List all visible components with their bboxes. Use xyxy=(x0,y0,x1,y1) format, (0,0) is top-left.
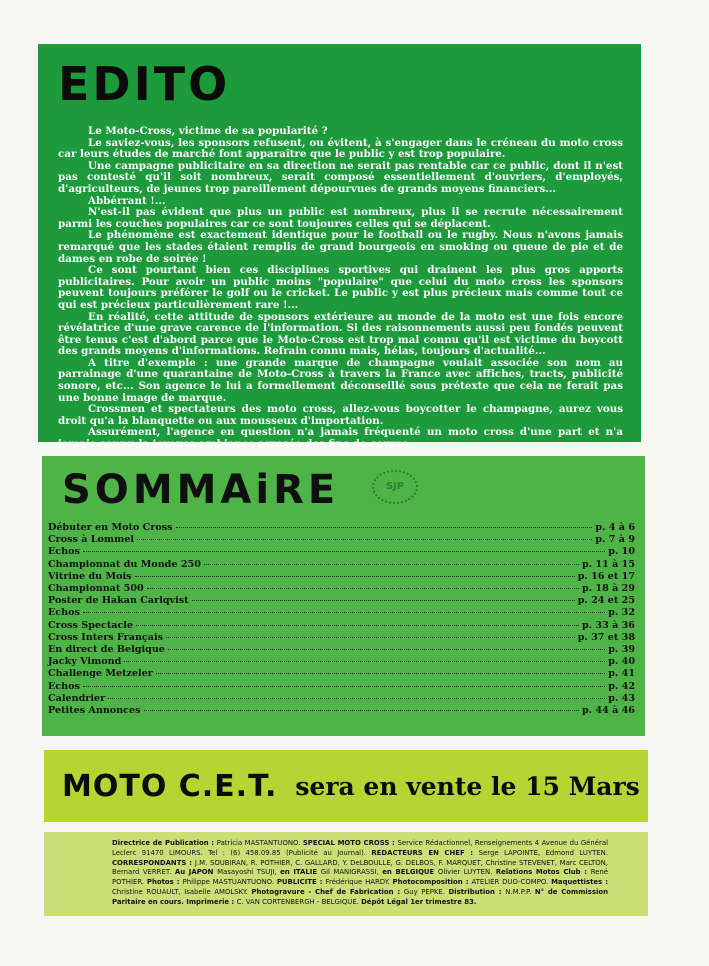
toc-label: Vitrine du Mois xyxy=(48,570,132,582)
toc-row xyxy=(48,534,635,546)
credit-text: Frédérique HARDY. xyxy=(325,878,393,887)
toc-label: En direct de Belgique xyxy=(48,644,165,656)
edito-paragraph: N'est-il pas évident que plus un public est nombreux, plus il se recrute nécessairement parmi les couches populaires car ce sont toujoures celles qui se déplacent. xyxy=(58,206,623,230)
toc-leader-dots xyxy=(168,649,605,650)
credit-text: Service Rédactionnel, Renseignements 4 Avenue du Général Leclerc 91470 LIMOURS. Tel : (6) 458.09.85 (Publicité au Journal). xyxy=(112,839,608,857)
toc-label: Echos xyxy=(48,546,80,558)
credit-text: Serge LAPOINTE, Edmond LUYTEN. xyxy=(478,848,609,857)
toc-leader-dots xyxy=(204,564,579,565)
credit-text: Patricia MASTANTUONO. xyxy=(216,839,303,847)
toc-label: Championnat du Monde 250 xyxy=(48,558,201,570)
edito-paragraph: Le saviez-vous, les sponsors refusent, ou évitent, à s'engager dans le créneau du moto cross car leurs études de marché font apparaître que le public y est trop populaire. xyxy=(58,136,623,161)
toc-row xyxy=(48,595,635,607)
credit-heading: Dépôt Légal 1er trimestre 83. xyxy=(361,897,477,906)
toc-row xyxy=(48,620,635,632)
credit-text: Gil MANIGRASSI, xyxy=(320,868,383,877)
toc-row xyxy=(48,522,635,534)
toc-page-number: p. 18 à 29 xyxy=(582,583,635,595)
credit-heading: Photogravure - Chef de Fabrication : xyxy=(251,887,404,896)
credit-text: Masayoshi TSUJI, xyxy=(217,868,281,877)
toc-page-number: p. 41 xyxy=(608,668,635,680)
toc-leader-dots xyxy=(176,527,593,528)
toc-label: Challenge Metzeler xyxy=(48,668,153,680)
toc-page-number: p. 4 à 6 xyxy=(595,522,635,533)
toc-leader-dots xyxy=(108,698,605,699)
edito-paragraph: Ce sont pourtant bien ces disciplines sportives qui drainent les plus gros apports publicitaires. Pour avoir un public moins "populaire" que celui du moto cross les sponsors peuvent toujours préférer le golf ou le cricket. Le public y est plus précieux mais comme tout ce qui est précieux particulièrement rare !... xyxy=(58,264,623,311)
promo-text: sera en vente le 15 Mars xyxy=(295,771,640,801)
toc-page-number: p. 24 et 25 xyxy=(577,595,635,607)
toc-row xyxy=(48,583,635,595)
toc-row xyxy=(48,571,635,583)
toc-label: Poster de Hakan Carlqvist xyxy=(48,595,189,607)
credit-text: Christine ROUAULT, Isabelle AMOLSKY. xyxy=(112,887,252,896)
toc-label: Petites Annonces xyxy=(48,705,141,717)
credit-heading: Directrice de Publication : xyxy=(112,839,217,847)
credit-heading: Distribution : xyxy=(448,887,506,896)
toc-label: Echos xyxy=(48,607,80,619)
credit-text: C. VAN CORTENBERGH - BELGIQUE. xyxy=(236,897,362,906)
credit-text: Philippe MASTUANTUONO. xyxy=(182,878,277,887)
credit-heading: en BELGIQUE xyxy=(382,868,438,877)
credit-heading: Imprimerie : xyxy=(186,897,237,906)
toc-leader-dots xyxy=(83,551,605,552)
toc-page-number: p. 11 à 15 xyxy=(582,558,635,570)
edito-paragraph: En réalité, cette attitude de sponsors extérieure au monde de la moto est une fois encore révélatrice d'une grave carence de l'information. Si des raisonnements aussi peu fondés peuvent être tenus c'est d'abord parce que le Moto-Cross est trop mal connu qu'il est victime du boycott des grands moyens d'informations. Refrain connu mais, hélas, toujours d'actualité... xyxy=(58,310,623,358)
edito-paragraph: Le Moto-Cross, victime de sa popularité ? xyxy=(88,125,328,137)
toc-page-number: p. 39 xyxy=(608,644,635,656)
edito-paragraph: Une campagne publicitaire en sa direction ne serait pas rentable car ce public, dont il n'est pas contesté qu'il soit nombreux, serait composé essentiellement d'ouvriers, d'employés, d'agriculteurs, de jeunes trop pareillement dépourvues de grands moyens financiers... xyxy=(58,159,623,195)
credit-text: N.M.P.P. xyxy=(505,887,535,896)
credit-text: J.M. SOUBIRAN, R. POTHIER, C. GALLARD, Y. DeLBOULLE, G. DELBOS, F. MARQUET, Christine STEVENET, Marc CELTON, Bernard VERRET. xyxy=(112,858,608,877)
edito-paragraph: Crossmen et spectateurs des moto cross, allez-vous boycotter le champagne, aurez vous droit qu'a la blanquette ou aux mousseux d'importation. xyxy=(58,403,623,427)
toc-leader-dots xyxy=(156,673,605,674)
credits-box xyxy=(44,832,648,916)
toc-leader-dots xyxy=(83,686,605,687)
credit-heading: Photocomposition : xyxy=(392,878,472,887)
toc-label: Cross à Lommel xyxy=(48,534,134,546)
credit-heading: CORRESPONDANTS : xyxy=(112,858,195,867)
credit-heading: N° de Commission Paritaire en cours. xyxy=(112,887,608,906)
credit-heading: REDACTEURS EN CHEF : xyxy=(371,848,479,857)
edito-paragraph: Assurément, l'agence en question n'a jamais fréquenté un moto cross d'une part et n'a jamais connu la joyeuse ambiance arrosée des fins de course. xyxy=(58,426,623,451)
toc-page-number: p. 16 et 17 xyxy=(577,570,635,582)
toc-row xyxy=(48,681,635,693)
toc-label: Jacky Vimond xyxy=(48,656,122,668)
credit-heading: Maquettistes : xyxy=(551,878,608,887)
sommaire-title: SOMMAiRE xyxy=(62,467,340,513)
credit-text: René POTHIER. xyxy=(112,868,609,887)
toc-leader-dots xyxy=(137,539,592,540)
toc-leader-dots xyxy=(135,576,575,577)
toc-row xyxy=(48,559,635,571)
toc-row xyxy=(48,705,635,717)
toc-label: Echos xyxy=(48,680,80,692)
toc-row xyxy=(48,644,635,656)
toc-label: Cross Inters Français xyxy=(48,631,164,643)
toc-page-number: p. 42 xyxy=(608,680,635,692)
toc-row xyxy=(48,656,635,668)
promo-brand: MOTO C.E.T. xyxy=(62,768,278,804)
toc-row xyxy=(48,607,635,619)
toc-leader-dots xyxy=(124,661,605,662)
toc-page-number: p. 44 à 46 xyxy=(582,705,635,717)
edito-paragraph: Le phénomène est exactement identique pour le football ou le rugby. Nous n'avons jamais remarqué que les stades étaient remplis de grand bourgeois en smoking ou queue de pie et de dames en robe de soirée ! xyxy=(58,229,623,265)
edito-title: EDITO xyxy=(58,57,231,111)
edito-paragraph: Abbérrant !... xyxy=(88,194,166,207)
edito-paragraph: A titre d'exemple : une grande marque de champagne voulait associée son nom au parrainage d'une quarantaine de Moto-Cross à travers la France avec affiches, tracts, publicité sonore, etc... Son agence le lui a formellement déconseillé sous prétexte que cela ne ferait pas une bonne image de marque. xyxy=(58,356,623,404)
toc-row xyxy=(48,668,635,680)
toc-row xyxy=(48,632,635,644)
credit-heading: Photos : xyxy=(146,878,183,887)
credit-heading: Au JAPON xyxy=(174,868,218,877)
toc-row xyxy=(48,546,635,558)
toc-page-number: p. 37 et 38 xyxy=(577,631,635,643)
toc-leader-dots xyxy=(147,588,579,589)
edito-body xyxy=(58,126,623,451)
edito-panel xyxy=(38,44,641,451)
credit-heading: en ITALIE xyxy=(280,868,321,877)
toc-leader-dots xyxy=(192,600,575,601)
table-of-contents xyxy=(48,522,635,717)
toc-label: Championnat 500 xyxy=(48,583,144,595)
toc-label: Débuter en Moto Cross xyxy=(48,522,173,533)
toc-page-number: p. 10 xyxy=(608,546,635,558)
toc-label: Calendrier xyxy=(48,692,106,704)
toc-page-number: p. 32 xyxy=(608,607,635,619)
toc-page-number: p. 43 xyxy=(608,692,635,704)
toc-page-number: p. 33 à 36 xyxy=(582,619,635,631)
toc-page-number: p. 7 à 9 xyxy=(595,534,635,546)
credit-heading: SPECIAL MOTO CROSS : xyxy=(302,839,398,847)
publisher-logo: SJP xyxy=(372,470,418,504)
toc-page-number: p. 40 xyxy=(608,656,635,668)
credit-heading: Relations Motos Club : xyxy=(495,868,591,877)
credit-text: Olivier LUYTEN. xyxy=(437,868,496,877)
toc-leader-dots xyxy=(83,612,605,613)
toc-label: Cross Spectacle xyxy=(48,619,134,631)
credit-text: ATELIER DUO-COMPO. xyxy=(471,878,552,887)
promo-banner xyxy=(44,750,648,822)
sommaire-panel xyxy=(42,456,645,736)
toc-leader-dots xyxy=(144,710,579,711)
credit-text: Guy PEPKE. xyxy=(403,887,449,896)
toc-leader-dots xyxy=(136,625,579,626)
credit-heading: PUBLICITE : xyxy=(276,878,326,887)
toc-leader-dots xyxy=(166,637,575,638)
toc-row xyxy=(48,693,635,705)
